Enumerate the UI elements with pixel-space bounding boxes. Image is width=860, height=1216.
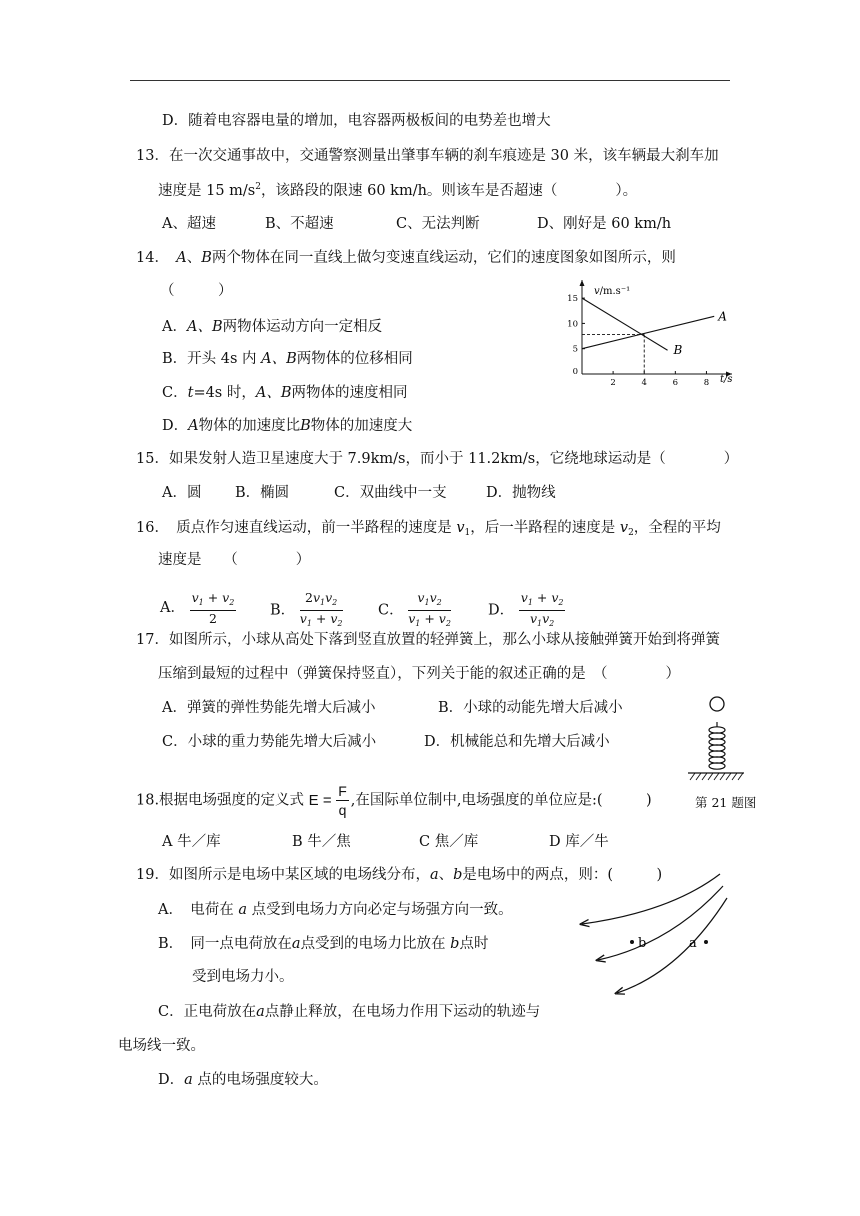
q16-option-c: C． $\frac{v_1v_2}{v_1 + v_2}$ (378, 590, 451, 631)
chart-y-axis-label: v/m.s⁻¹ (594, 286, 631, 297)
chart-y-tick-label: 10 (567, 319, 578, 330)
electric-field-figure (570, 868, 740, 998)
q14-option-c: C．t=4s 时，A、B两物体的速度相同 (162, 385, 408, 401)
q19-option-b: B． 同一点电荷放在a点受到的电场力比放在 b点时 (158, 936, 489, 952)
ground-hatch (690, 773, 743, 780)
q19-option-d: D．a 点的电场强度较大。 (158, 1072, 328, 1088)
spring-coil (709, 722, 725, 769)
chart-y-tick-label: 5 (572, 344, 578, 355)
q18-option-a: A 牛／库 (162, 834, 221, 850)
q13-stem-line2: 速度是 15 $m/s^2$，该路段的限速 60 km/h。则该车是否超速（ ）。 (158, 182, 638, 199)
q13-option-a: A、超速 (162, 216, 216, 232)
q18-option-b: B 牛／焦 (292, 834, 351, 850)
chart-y-tick-label: 0 (572, 367, 578, 377)
chart-series-label-B: B (673, 343, 683, 358)
q18-fraction: $\frac{F}{q}$ (338, 783, 347, 818)
chart-x-axis-label: t/s (720, 374, 733, 385)
ball (710, 697, 724, 711)
q17-option-d: D．机械能总和先增大后减小 (424, 734, 610, 750)
q15-option-d: D．抛物线 (486, 485, 556, 501)
point-a-label: a (689, 936, 697, 951)
spring-ball-figure (684, 692, 746, 784)
q19-option-c-line2: 电场线一致。 (118, 1038, 205, 1054)
q19-stem: 19．如图所示是电场中某区域的电场线分布，a、b是电场中的两点，则：( ) (136, 867, 663, 883)
q15-option-b: B．椭圆 (235, 485, 290, 501)
q18-option-c: C 焦／库 (419, 834, 479, 850)
velocity-time-chart (560, 280, 750, 390)
q13-option-c: C、无法判断 (396, 216, 480, 232)
q18-stem: 18.根据电场强度的定义式 E = $\frac{F}{q}$ ,在国际单位制中,电场强度的单位应是:( ) (136, 783, 652, 818)
spring-figure-caption: 第 21 题图 (695, 795, 757, 810)
chart-x-tick-label: 2 (610, 378, 616, 388)
q13-option-d: D、刚好是 60 km/h (537, 216, 672, 232)
q16-option-a: A． $\frac{v_1 + v_2}{2}$ (160, 590, 235, 626)
q14-option-b: B．开头 4s 内 A、B两物体的位移相同 (162, 351, 413, 367)
q14-option-d: D．A物体的加速度比B物体的加速度大 (162, 418, 413, 434)
chart-y-tick-label: 15 (567, 294, 578, 305)
q14-stem: 14． A、B两个物体在同一直线上做匀变速直线运动，它们的速度图象如图所示，则 (136, 250, 676, 266)
q15-stem: 15．如果发射人造卫星速度大于 7.9km/s，而小于 11.2km/s，它绕地球运动是（ ） (136, 451, 739, 467)
q19-option-b-line2: 受到电场力小。 (192, 969, 294, 985)
point-a-dot (704, 940, 708, 944)
chart-y-arrow (580, 280, 585, 286)
q16-fraction-b: $\frac{2v_1v_2}{v_1 + v_2}$ (299, 590, 343, 628)
field-line-3 (617, 898, 727, 993)
q14-answer-paren: （ ） (160, 283, 233, 299)
q19-option-c: C．正电荷放在a点静止释放，在电场力作用下运动的轨迹与 (158, 1004, 541, 1020)
q15-option-a: A．圆 (162, 485, 202, 501)
q16-option-d: D． $\frac{v_1 + v_2}{v_1v_2}$ (488, 590, 565, 631)
field-line-1 (582, 874, 720, 924)
q12-option-d: D．随着电容器电量的增加，电容器两极板间的电势差也增大 (162, 113, 551, 129)
q16-stem-line2: 速度是 （ ） (158, 552, 311, 568)
q17-option-a: A．弹簧的弹性势能先增大后减小 (162, 700, 376, 716)
chart-series-B (582, 298, 668, 350)
chart-x-tick-label: 4 (641, 378, 647, 388)
q13-option-b: B、不超速 (265, 216, 334, 232)
q16-fraction-a: $\frac{v_1 + v_2}{2}$ (191, 590, 235, 626)
q13-stem-line1: 13．在一次交通事故中，交通警察测量出肇事车辆的刹车痕迹是 30 米，该车辆最大刹车加 (136, 148, 719, 164)
q15-option-c: C．双曲线中一支 (334, 485, 447, 501)
point-b-dot (630, 940, 634, 944)
q19-option-a: A． 电荷在 a 点受到电场力方向必定与场强方向一致。 (158, 902, 513, 918)
chart-x-tick-label: 8 (703, 378, 710, 388)
q17-option-c: C．小球的重力势能先增大后减小 (162, 734, 377, 750)
chart-series-label-A: A (718, 309, 727, 324)
q17-stem-line1: 17．如图所示，小球从高处下落到竖直放置的轻弹簧上，那么小球从接触弹簧开始到将弹簧 (136, 632, 720, 648)
chart-series-A (582, 316, 714, 348)
q16-fraction-d: $\frac{v_1 + v_2}{v_1v_2}$ (520, 590, 564, 628)
q17-stem-line2: 压缩到最短的过程中（弹簧保持竖直），下列关于能的叙述正确的是 （ ） (158, 666, 680, 682)
q14-option-a: A．A、B两物体运动方向一定相反 (162, 319, 383, 335)
header-rule (130, 80, 730, 81)
q18-option-d: D 库／牛 (549, 834, 609, 850)
q16-fraction-c: $\frac{v_1v_2}{v_1 + v_2}$ (408, 590, 451, 628)
q16-option-b: B． $\frac{2v_1v_2}{v_1 + v_2}$ (270, 590, 343, 631)
q16-stem-line1: 16． 质点作匀速直线运动，前一半路程的速度是 $v_1$，后一半路程的速度是 $v_2$，全程的平均 (136, 520, 721, 538)
field-line-2 (598, 886, 723, 960)
q17-option-b: B．小球的动能先增大后减小 (438, 700, 623, 716)
chart-x-tick-label: 6 (672, 378, 679, 388)
point-b-label: b (638, 936, 647, 951)
